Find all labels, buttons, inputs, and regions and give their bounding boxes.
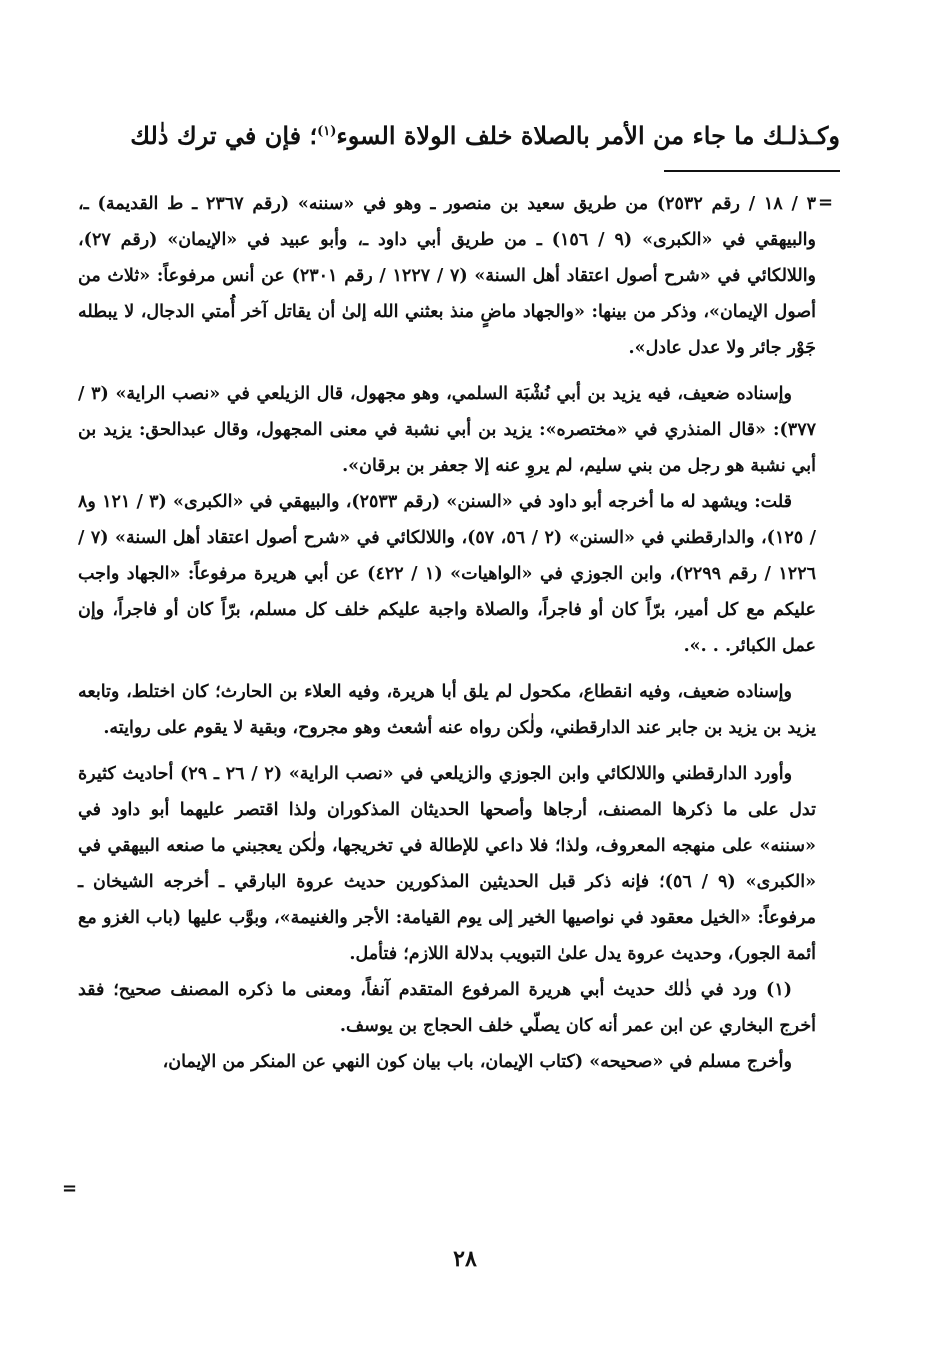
footnote-reference: (١) [317,124,337,139]
main-text-end: ؛ فإن في ترك ذٰلك [130,121,318,150]
main-text: وكـذلـك ما جاء من الأمر بالصلاة خلف الولاة السوء [336,121,840,150]
continuation-marker-bottom: = [62,1178,78,1199]
footnote-paragraph: وأورد الدارقطني واللالكائي وابن الجوزي والزيلعي في «نصب الراية» (٢ / ٢٦ ـ ٢٩) أحاديث كثيرة تدل على ما ذكرها المصنف، أرجاها وأصحها الحديثان المذكوران ولذا اقتصر عليهما أبو داود في «سننه» على منهجه المعروف، ولذا؛ فلا داعي للإطالة في تخريجها، ولٰكن يعجبني ما صنعه البيهقي في «الكبرى» (٩ / ٥٦)؛ فإنه ذكر قبل الحديثين المذكورين حديث عروة البارقي ـ أخرجه الشيخان ـ مرفوعاً: «الخيل معقود في نواصيها الخير إلى يوم القيامة: الأجر والغنيمة»، وبوَّب عليها (باب الغزو مع أئمة الجور)، وحديث عروة يدل علىٰ التبويب بدلالة اللازم؛ فتأمل. [78,764,817,964]
continuation-marker-top: = [818,192,834,213]
footnote-paragraph: وإسناده ضعيف، فيه يزيد بن أبي نُشْبَة السلمي، وهو مجهول، قال الزيلعي في «نصب الراية» (٣ / ٣٧٧): «قال المنذري في «مختصره»: يزيد بن أبي نشبة في معنى المجهول، وقال عبدالحق: يزيد بن أبي نشبة هو رجل من بني سليم، لم يروِ عنه إلا جعفر بن برقان». [78,384,816,476]
footnotes-block [78,186,816,1080]
footnote-paragraph: (١) ورد في ذٰلك حديث أبي هريرة المرفوع المتقدم آنفاً، ومعنى ما ذكره المصنف صحيح؛ فقد أخرج البخاري عن ابن عمر أنه كان يصلّي خلف الحجاج بن يوسف. [78,980,816,1036]
footnote-paragraph: ٣ / ١٨ / رقم ٢٥٣٢) من طريق سعيد بن منصور ـ وهو في «سننه» (رقم ٢٣٦٧ ـ ط القديمة) ـ، والبيهقي في «الكبرى» (٩ / ١٥٦) ـ من طريق أبي داود ـ، وأبو عبيد في «الإيمان» (رقم ٢٧)، واللالكائي في «شرح أصول اعتقاد أهل السنة» (٧ / ١٢٢٧ / رقم ٢٣٠١) عن أنس مرفوعاً: «ثلاث من أصول الإيمان»، وذكر من بينها: «والجهاد ماضٍ منذ بعثني الله إلىٰ أن يقاتل آخر أُمتي الدجال، لا يبطله جَوْر جائر ولا عدل عادل». [78,194,817,358]
footnote-paragraph: وإسناده ضعيف، وفيه انقطاع، مكحول لم يلق أبا هريرة، وفيه العلاء بن الحارث؛ كان اختلط، وتابعه يزيد بن يزيد بن جابر عند الدارقطني، ولٰكن رواه عنه أشعث وهو مجروح، وبقية لا يقوم على روايته. [78,682,816,738]
page-number: ٢٨ [453,1246,477,1272]
footnote-paragraph: وأخرج مسلم في «صحيحه» (كتاب الإيمان، باب بيان كون النهي عن المنكر من الإيمان، [162,1052,792,1072]
footnote-paragraph: قلت: ويشهد له ما أخرجه أبو داود في «السنن» (رقم ٢٥٣٣)، والبيهقي في «الكبرى» (٣ / ١٢١ و٨ / ١٢٥)، والدارقطني في «السنن» (٢ / ٥٦، ٥٧)، واللالكائي في «شرح أصول اعتقاد أهل السنة» (٧ / ١٢٢٦ / رقم ٢٢٩٩)، وابن الجوزي في «الواهيات» (١ / ٤٢٢) عن أبي هريرة مرفوعاً: «الجهاد واجب عليكم مع كل أمير، برّاً كان أو فاجراً، والصلاة واجبة عليكم خلف كل مسلم، برّاً كان أو فاجراً، وإن عمل الكبائر. . .». [78,492,817,656]
main-text-line [80,112,840,156]
footnote-separator [664,170,840,172]
